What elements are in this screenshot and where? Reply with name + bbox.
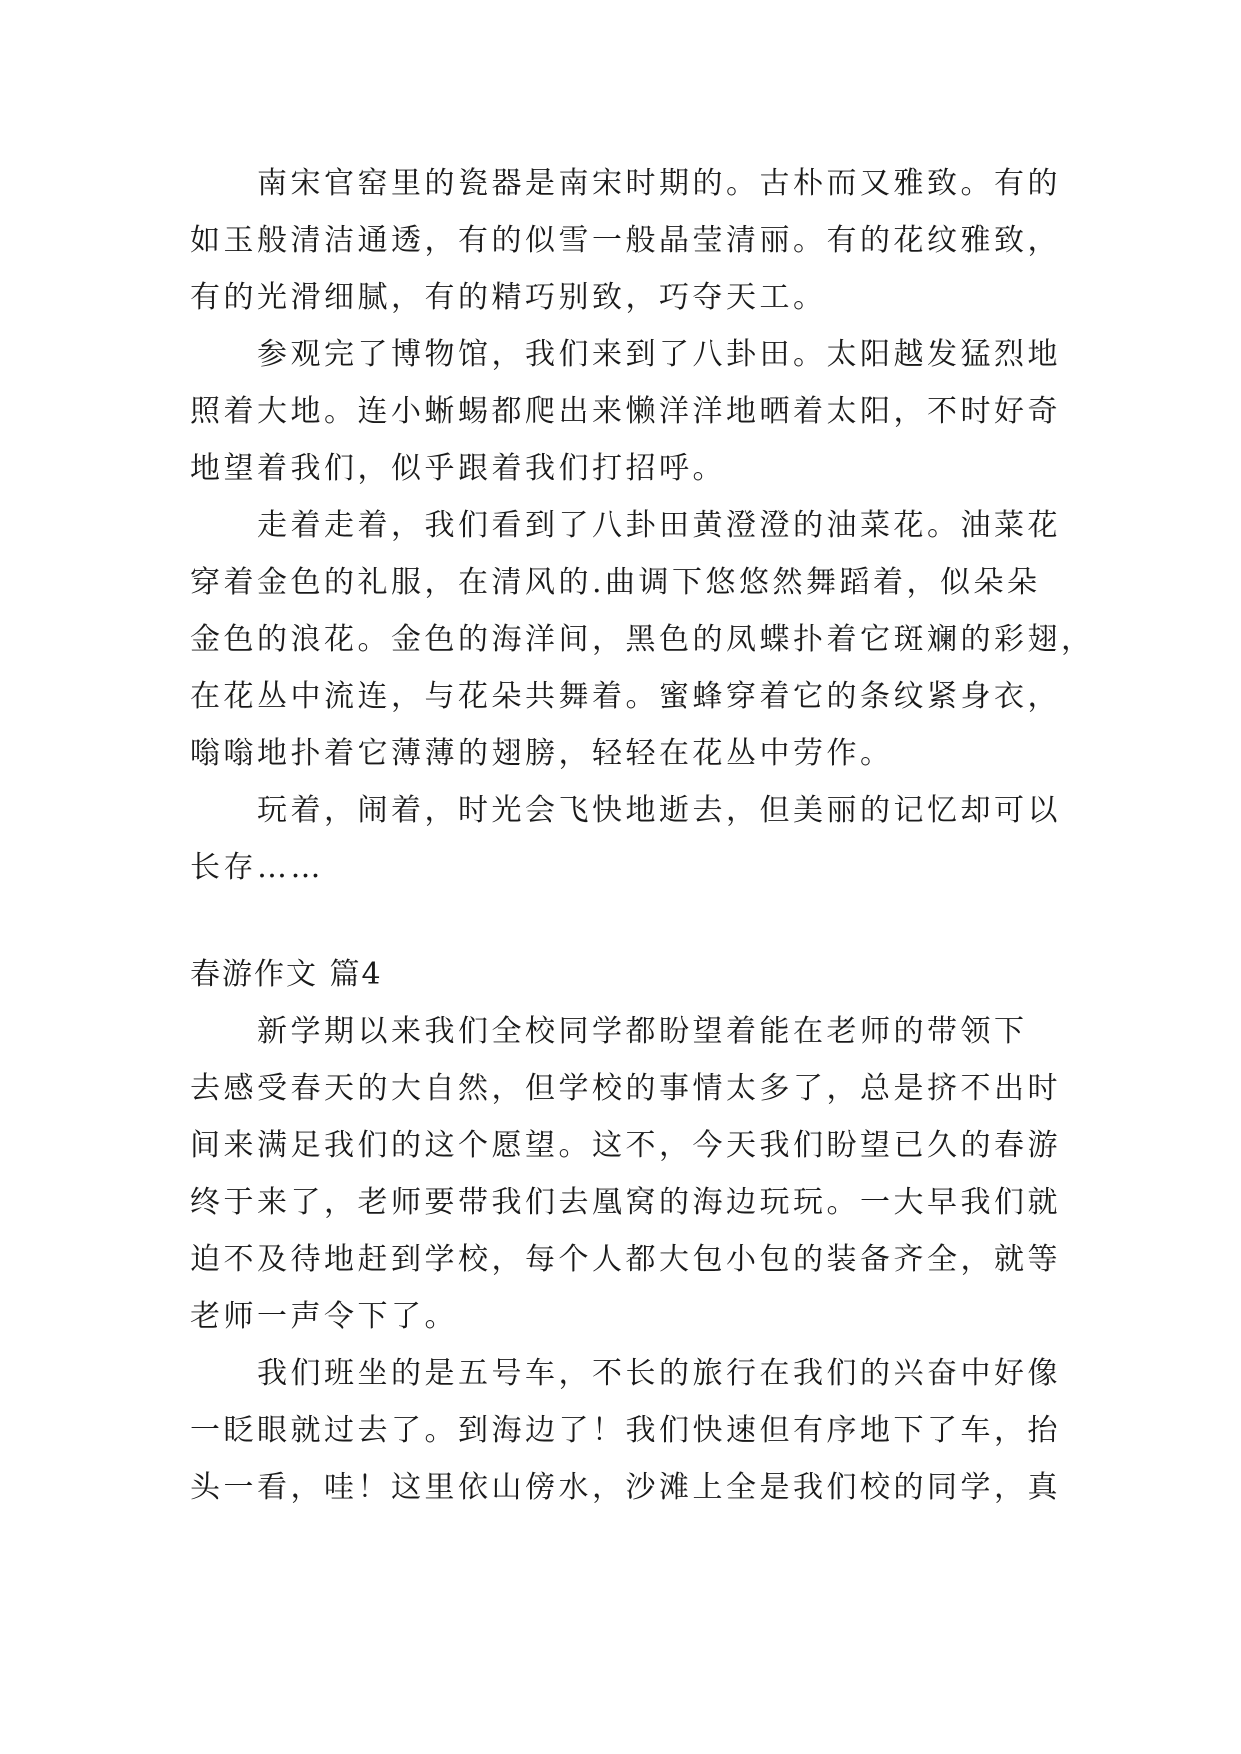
paragraph-bus-ride (190, 1345, 1061, 1516)
text-line: 一眨眼就过去了。到海边了！我们快速但有序地下了车，抬 (190, 1413, 1061, 1448)
text-line: 去感受春天的大自然，但学校的事情太多了，总是挤不出时 (190, 1071, 1061, 1106)
text-line: 玩着，闹着，时光会飞快地逝去，但美丽的记忆却可以 (257, 793, 1061, 828)
section-heading: 春游作文 篇4 (190, 957, 383, 992)
text-line: 南宋官窑里的瓷器是南宋时期的。古朴而又雅致。有的 (257, 166, 1061, 201)
text-line: 头一看，哇！这里依山傍水，沙滩上全是我们校的同学，真 (190, 1470, 1061, 1505)
text-line: 如玉般清洁通透，有的似雪一般晶莹清丽。有的花纹雅致， (190, 223, 1061, 258)
text-line: 在花丛中流连，与花朵共舞着。蜜蜂穿着它的条纹紧身衣， (190, 679, 1061, 714)
paragraph-rapeseed-flowers (190, 497, 1095, 782)
text-line: 金色的浪花。金色的海洋间，黑色的凤蝶扑着它斑斓的彩翅， (190, 622, 1095, 657)
paragraph-memories (190, 782, 1061, 896)
text-line: 有的光滑细腻，有的精巧别致，巧夺天工。 (190, 280, 827, 315)
text-line: 终于来了，老师要带我们去凰窝的海边玩玩。一大早我们就 (190, 1185, 1061, 1220)
text-line: 嗡嗡地扑着它薄薄的翅膀，轻轻在花丛中劳作。 (190, 736, 894, 771)
text-line: 迫不及待地赶到学校，每个人都大包小包的装备齐全，就等 (190, 1242, 1061, 1277)
paragraph-porcelain (190, 155, 1061, 326)
paragraph-new-semester (190, 1003, 1061, 1345)
text-line: 长存…… (190, 850, 324, 885)
text-line: 间来满足我们的这个愿望。这不，今天我们盼望已久的春游 (190, 1128, 1061, 1163)
section-gap (190, 896, 1052, 946)
text-line: 老师一声令下了。 (190, 1299, 458, 1334)
text-line: 地望着我们，似乎跟着我们打招呼。 (190, 451, 726, 486)
text-line: 我们班坐的是五号车，不长的旅行在我们的兴奋中好像 (257, 1356, 1061, 1391)
text-line: 新学期以来我们全校同学都盼望着能在老师的带领下 (257, 1014, 1028, 1049)
paragraph-bagua-field (190, 326, 1061, 497)
text-line: 走着走着，我们看到了八卦田黄澄澄的油菜花。油菜花 (257, 508, 1061, 543)
text-line: 穿着金色的礼服，在清风的.曲调下悠悠然舞蹈着，似朵朵 (190, 565, 1041, 600)
document-page (190, 155, 1095, 1516)
text-line: 照着大地。连小蜥蜴都爬出来懒洋洋地晒着太阳，不时好奇 (190, 394, 1061, 429)
text-line: 参观完了博物馆，我们来到了八卦田。太阳越发猛烈地 (257, 337, 1061, 372)
